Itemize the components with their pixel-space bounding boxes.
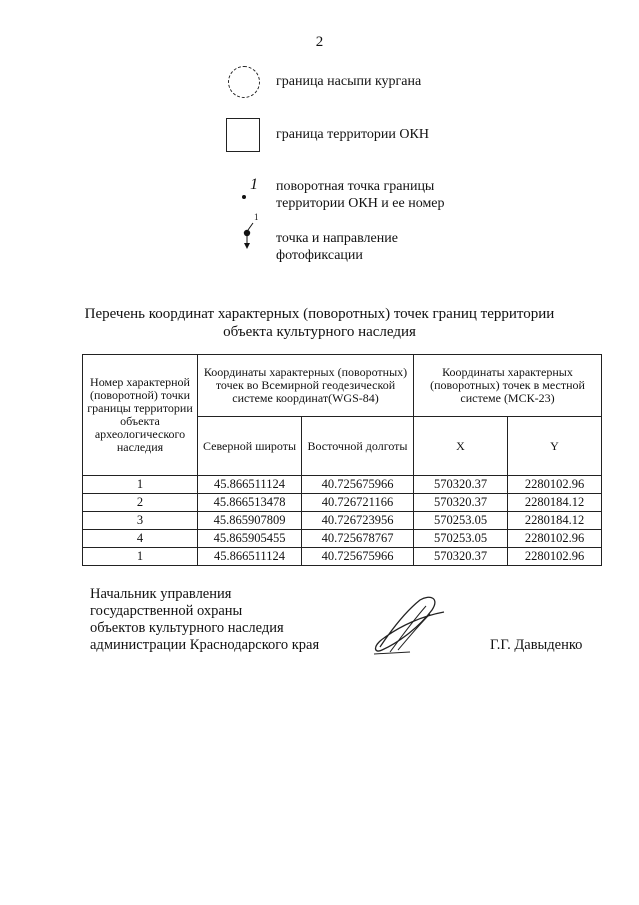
cell-x: 570253.05 <box>414 512 508 530</box>
legend-item-turning-point <box>226 178 486 218</box>
turning-point-icon <box>240 178 264 208</box>
legend-text-mound: граница насыпи кургана <box>276 74 422 89</box>
table-row <box>83 476 602 494</box>
cell-latitude: 45.866513478 <box>198 494 302 512</box>
cell-point-number: 4 <box>83 530 198 548</box>
legend-item-territory <box>226 118 486 154</box>
cell-y: 2280184.12 <box>508 512 602 530</box>
legend-text-territory: граница территории ОКН <box>276 127 429 142</box>
table-header-row <box>83 355 602 417</box>
table-row <box>83 548 602 566</box>
photo-point-number: 1 <box>254 212 259 222</box>
cell-longitude: 40.725675966 <box>302 476 414 494</box>
table-row <box>83 512 602 530</box>
dashed-circle-icon <box>228 66 260 98</box>
cell-y: 2280102.96 <box>508 530 602 548</box>
cell-latitude: 45.866511124 <box>198 476 302 494</box>
header-msk23: Координаты характерных (поворотных) точек в местной системе (МСК-23) <box>414 355 602 417</box>
cell-latitude: 45.865907809 <box>198 512 302 530</box>
signatory-title-line: администрации Краснодарского края <box>90 637 320 653</box>
square-icon <box>226 118 260 152</box>
turning-point-dot <box>242 195 246 199</box>
coordinates-table <box>82 354 602 566</box>
cell-x: 570320.37 <box>414 548 508 566</box>
signatory-title-line: Начальник управления <box>90 586 232 602</box>
subheader-x: X <box>414 417 508 476</box>
cell-point-number: 1 <box>83 476 198 494</box>
signatory-name: Г.Г. Давыденко <box>490 637 583 653</box>
cell-point-number: 1 <box>83 548 198 566</box>
legend-text-turning-point: поворотная точка границы территории ОКН и ее номер <box>276 179 445 211</box>
turning-point-number: 1 <box>250 176 258 193</box>
table-row <box>83 494 602 512</box>
signatory-title-line: государственной охраны <box>90 603 243 619</box>
table-row <box>83 530 602 548</box>
cell-longitude: 40.726721166 <box>302 494 414 512</box>
photo-direction-arrow-icon <box>236 214 266 254</box>
cell-y: 2280102.96 <box>508 476 602 494</box>
handwritten-signature <box>360 592 450 662</box>
signatory-title <box>90 586 319 654</box>
cell-x: 570253.05 <box>414 530 508 548</box>
cell-point-number: 2 <box>83 494 198 512</box>
cell-longitude: 40.726723956 <box>302 512 414 530</box>
cell-y: 2280102.96 <box>508 548 602 566</box>
header-point-number: Номер характерной (поворотной) точки границы территории объекта археологического наследия <box>83 355 198 476</box>
subheader-east-longitude: Восточной долготы <box>302 417 414 476</box>
cell-x: 570320.37 <box>414 494 508 512</box>
cell-longitude: 40.725678767 <box>302 530 414 548</box>
photo-point-icon <box>236 214 266 254</box>
legend-text-photo-point: точка и направление фотофиксации <box>276 231 398 263</box>
page-number: 2 <box>315 34 324 50</box>
header-wgs84: Координаты характерных (поворотных) точек во Всемирной геодезической системе координат(WGS-84) <box>198 355 414 417</box>
coordinates-list-title: Перечень координат характерных (поворотных) точек границ территории объекта культурного наследия <box>84 306 555 340</box>
cell-longitude: 40.725675966 <box>302 548 414 566</box>
legend-item-photo-point <box>226 214 486 264</box>
cell-point-number: 3 <box>83 512 198 530</box>
signatory-title-line: объектов культурного наследия <box>90 620 284 636</box>
cell-x: 570320.37 <box>414 476 508 494</box>
subheader-y: Y <box>508 417 602 476</box>
cell-y: 2280184.12 <box>508 494 602 512</box>
legend-item-mound <box>226 66 486 102</box>
cell-latitude: 45.865905455 <box>198 530 302 548</box>
subheader-north-latitude: Северной широты <box>198 417 302 476</box>
cell-latitude: 45.866511124 <box>198 548 302 566</box>
